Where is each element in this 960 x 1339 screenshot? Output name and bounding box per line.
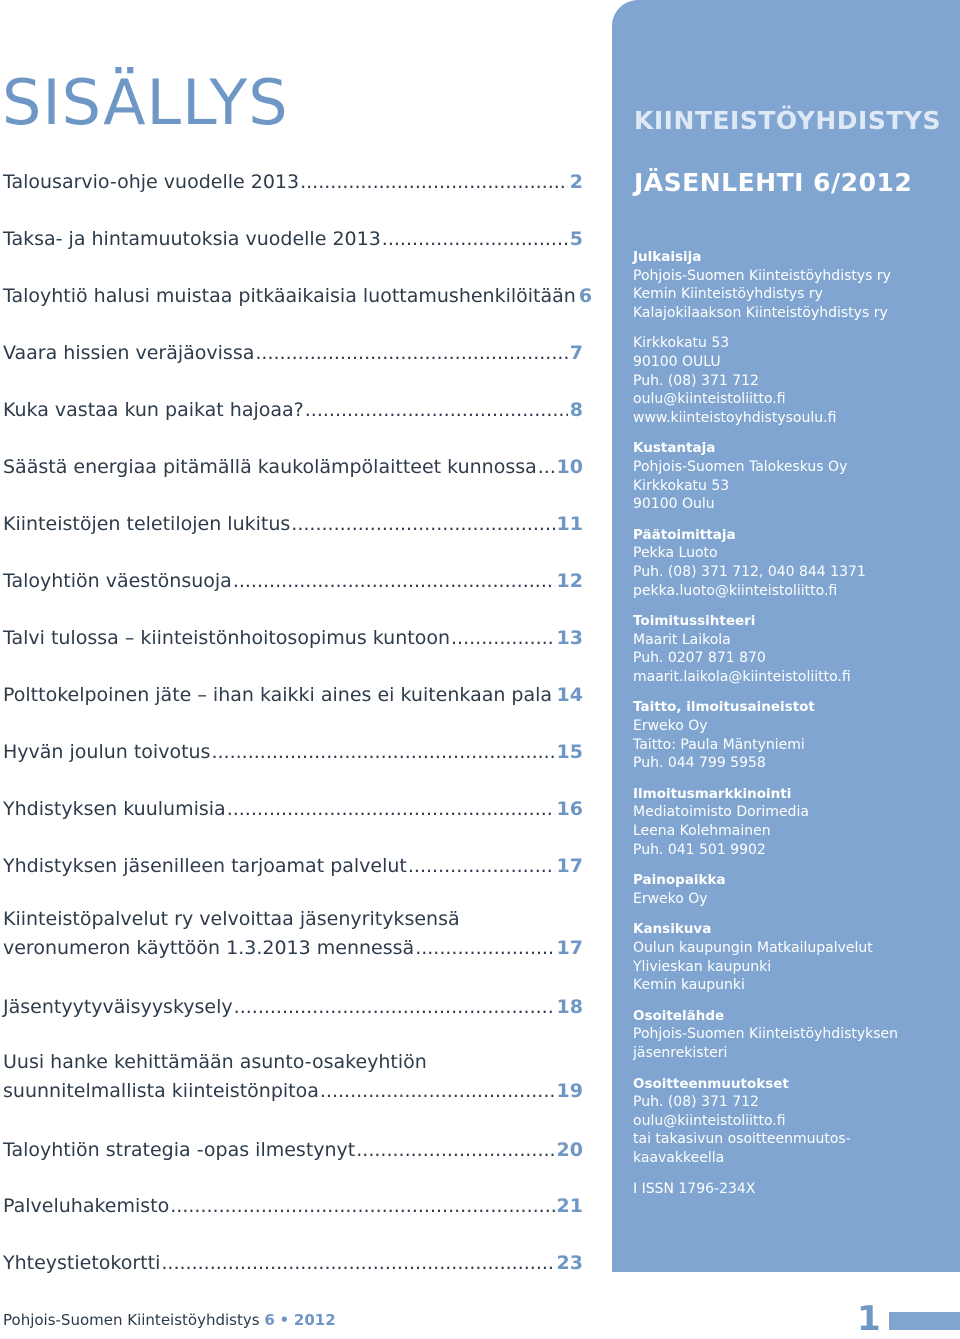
masthead-block [633,1007,953,1063]
toc-page-number: 6 [578,285,593,307]
footer-accent-bar [889,1312,960,1330]
toc-leader-dots [305,396,568,425]
masthead-block-line: pekka.luoto@kiinteistoliitto.fi [633,582,838,599]
toc-entry [3,1249,583,1278]
toc-entry-title: Polttokelpoinen jäte – ihan kaikki aines ei kuitenkaan pala [3,684,553,706]
toc-entry-title: Talvi tulossa – kiinteistönhoitosopimus kuntoon [3,627,451,649]
masthead-block [633,248,953,322]
toc-page-number: 5 [569,228,583,250]
masthead-block-line: Erweko Oy [633,890,708,907]
masthead-block-line: Pekka Luoto [633,545,718,562]
toc-leader-dots [291,510,554,539]
toc-entry-title: Palveluhakemisto [3,1195,170,1217]
footer-separator: • [279,1311,290,1329]
masthead-block-line: oulu@kiinteistoliitto.fi [633,391,786,408]
toc-entry-title: Säästä energiaa pitämällä kaukolämpölaitteet kunnossa [3,456,537,478]
toc-page-number: 15 [556,741,583,763]
masthead-block-label: Julkaisija [633,249,702,265]
masthead-block-line: Leena Kolehmainen [633,823,771,840]
masthead-block-label: Osoitteenmuutokset [633,1075,789,1092]
masthead-block-label: Toimitussihteeri [633,613,756,630]
toc-entry [3,282,593,311]
toc-entry [3,567,583,596]
toc-page-number: 13 [556,627,583,649]
toc-entry-title: Taloyhtiö halusi muistaa pitkäaikaisia luottamushenkilöitään [3,285,576,307]
toc-page-number: 10 [556,456,583,478]
masthead-block-label: Osoitelähde [633,1007,725,1024]
toc-page-number: 7 [569,342,583,364]
toc-entry-title: Kiinteistöjen teletilojen lukitus [3,513,291,535]
toc-entry-title: Kiinteistöpalvelut ry velvoittaa jäsenyrityksensä [3,908,460,930]
masthead-block-line: www.kiinteistoyhdistysoulu.fi [633,409,837,426]
masthead-block-label: Ilmoitusmarkkinointi [633,785,792,802]
toc-entry [3,681,583,710]
masthead-block [633,1180,953,1199]
masthead-block-line: Pohjois-Suomen Kiinteistöyhdistyksen [633,1026,899,1043]
toc-entry [3,339,583,368]
toc-entry [3,993,583,1022]
masthead-brand: KIINTEISTÖYHDISTYS [634,106,941,135]
masthead-block [633,334,953,427]
masthead-block-label: Kansikuva [633,921,712,938]
toc-entry [3,453,583,482]
toc-leader-dots [538,453,555,482]
toc-page-number: 19 [556,1080,583,1102]
masthead-block-line: Erweko Oy [633,718,708,735]
toc-page-number: 21 [556,1195,583,1217]
masthead-block-line: Puh. (08) 371 712, 040 844 1371 [633,563,866,580]
toc-entry [3,738,583,767]
toc-leader-dots [170,1192,554,1221]
footer-page-number: 1 [857,1299,881,1339]
toc-entry-title: Taloyhtiön strategia -opas ilmestynyt [3,1139,356,1161]
masthead-block [633,1075,953,1168]
masthead-block-line: Kemin kaupunki [633,977,745,994]
masthead-block-line: Puh. 044 799 5958 [633,755,766,772]
masthead-block-label: Päätoimittaja [633,526,736,543]
masthead-block-label: Painopaikka [633,872,726,889]
masthead-block-line: Kirkkokatu 53 [633,335,730,352]
masthead-block-line: Maarit Laikola [633,631,731,648]
toc-page-number: 12 [556,570,583,592]
masthead-block-line: Pohjois-Suomen Talokeskus Oy [633,458,848,475]
masthead-block-line: Mediatoimisto Dorimedia [633,804,809,821]
masthead-block-line: 90100 OULU [633,353,721,370]
toc-leader-dots [227,795,555,824]
masthead-block [633,785,953,859]
masthead-block-label: Taitto, ilmoitusaineistot [633,699,815,716]
toc-page-number: 17 [556,937,583,959]
masthead-block [633,920,953,994]
toc-entry [3,624,583,653]
toc-entry [3,510,583,539]
masthead-block [633,698,953,772]
toc-entry-title: Vaara hissien veräjäovissa [3,342,255,364]
toc-entry-title: Yhdistyksen jäsenilleen tarjoamat palvelut [3,855,407,877]
toc-entry [3,168,583,197]
masthead-block-line: Oulun kaupungin Matkailupalvelut [633,940,873,956]
toc-entry-title: Jäsentyytyväisyyskysely [3,996,233,1018]
page-title: SISÄLLYS [2,66,289,139]
masthead-block-line: kaavakkeella [633,1149,725,1166]
masthead-block-line: jäsenrekisteri [633,1044,728,1061]
masthead-block-line: Pohjois-Suomen Kiinteistöyhdistys ry [633,267,891,284]
toc-leader-dots [233,567,555,596]
toc-leader-dots [382,225,568,254]
toc-leader-dots [553,681,554,710]
masthead-panel [612,0,960,1272]
masthead-block-line: I ISSN 1796-234X [633,1180,756,1197]
toc-page-number: 2 [569,171,583,193]
toc-leader-dots [300,168,568,197]
toc-leader-dots [320,1077,555,1106]
toc-leader-dots [161,1249,554,1278]
masthead-issue: JÄSENLEHTI 6/2012 [634,168,913,197]
toc-entry-title: Uusi hanke kehittämään asunto-osakeyhtiön [3,1051,427,1073]
toc-page-number: 18 [556,996,583,1018]
masthead-block-label: Kustantaja [633,440,716,457]
toc-entry [3,396,583,425]
footer-issue-number: 6 [264,1311,275,1329]
toc-entry-title: Kuka vastaa kun paikat hajoaa? [3,399,304,421]
masthead-block-line: Puh. (08) 371 712 [633,372,759,389]
toc-page-number: 23 [556,1252,583,1274]
toc-leader-dots [451,624,555,653]
toc-entry-title: Talousarvio-ohje vuodelle 2013 [3,171,300,193]
footer-publication-name: Pohjois-Suomen Kiinteistöyhdistys [3,1311,260,1329]
masthead-block [633,612,953,686]
toc-entry [3,1192,583,1221]
toc-entry [3,905,583,963]
footer-year: 2012 [293,1311,336,1329]
masthead-details [633,248,953,1210]
toc-entry-title: Hyvän joulun toivotus [3,741,211,763]
toc-page-number: 17 [556,855,583,877]
toc-entry-title: Yhteystietokortti [3,1252,161,1274]
toc-entry-title: Taloyhtiön väestönsuoja [3,570,232,592]
masthead-block-line: 90100 Oulu [633,496,715,513]
toc-entry [3,795,583,824]
masthead-block [633,871,953,908]
masthead-block-line: Puh. 0207 871 870 [633,650,766,667]
masthead-block-line: Kalajokilaakson Kiinteistöyhdistys ry [633,304,888,321]
toc-entry [3,852,583,881]
toc-page-number: 14 [556,684,583,706]
masthead-block-line: Ylivieskan kaupunki [633,958,772,975]
footer-publication [3,1311,336,1329]
masthead-block-line: tai takasivun osoitteenmuutos- [633,1131,851,1148]
toc-entry-title: Taksa- ja hintamuutoksia vuodelle 2013 [3,228,381,250]
masthead-block-line: Puh. 041 501 9902 [633,841,766,858]
toc-entry-title: veronumeron käyttöön 1.3.2013 mennessä [3,937,415,959]
toc-page-number: 8 [569,399,583,421]
masthead-block [633,526,953,600]
toc-page-number: 16 [556,798,583,820]
toc-page-number: 20 [556,1139,583,1161]
toc-leader-dots [415,934,554,963]
masthead-block-line: maarit.laikola@kiinteistoliitto.fi [633,668,851,685]
toc-entry [3,225,583,254]
toc-page-number: 11 [556,513,583,535]
toc-entry [3,1136,583,1165]
masthead-block-line: Puh. (08) 371 712 [633,1094,759,1111]
masthead-block-line: Taitto: Paula Mäntyniemi [633,736,805,753]
toc-leader-dots [234,993,555,1022]
masthead-block-line: oulu@kiinteistoliitto.fi [633,1112,786,1129]
toc-entry-title: suunnitelmallista kiinteistönpitoa [3,1080,319,1102]
masthead-block [633,439,953,513]
toc-leader-dots [356,1136,554,1165]
toc-leader-dots [408,852,555,881]
masthead-block-line: Kemin Kiinteistöyhdistys ry [633,286,823,303]
masthead-block-line: Kirkkokatu 53 [633,477,730,494]
toc-entry [3,1048,583,1106]
toc-leader-dots [211,738,554,767]
toc-entry-title: Yhdistyksen kuulumisia [3,798,226,820]
toc-leader-dots [255,339,567,368]
